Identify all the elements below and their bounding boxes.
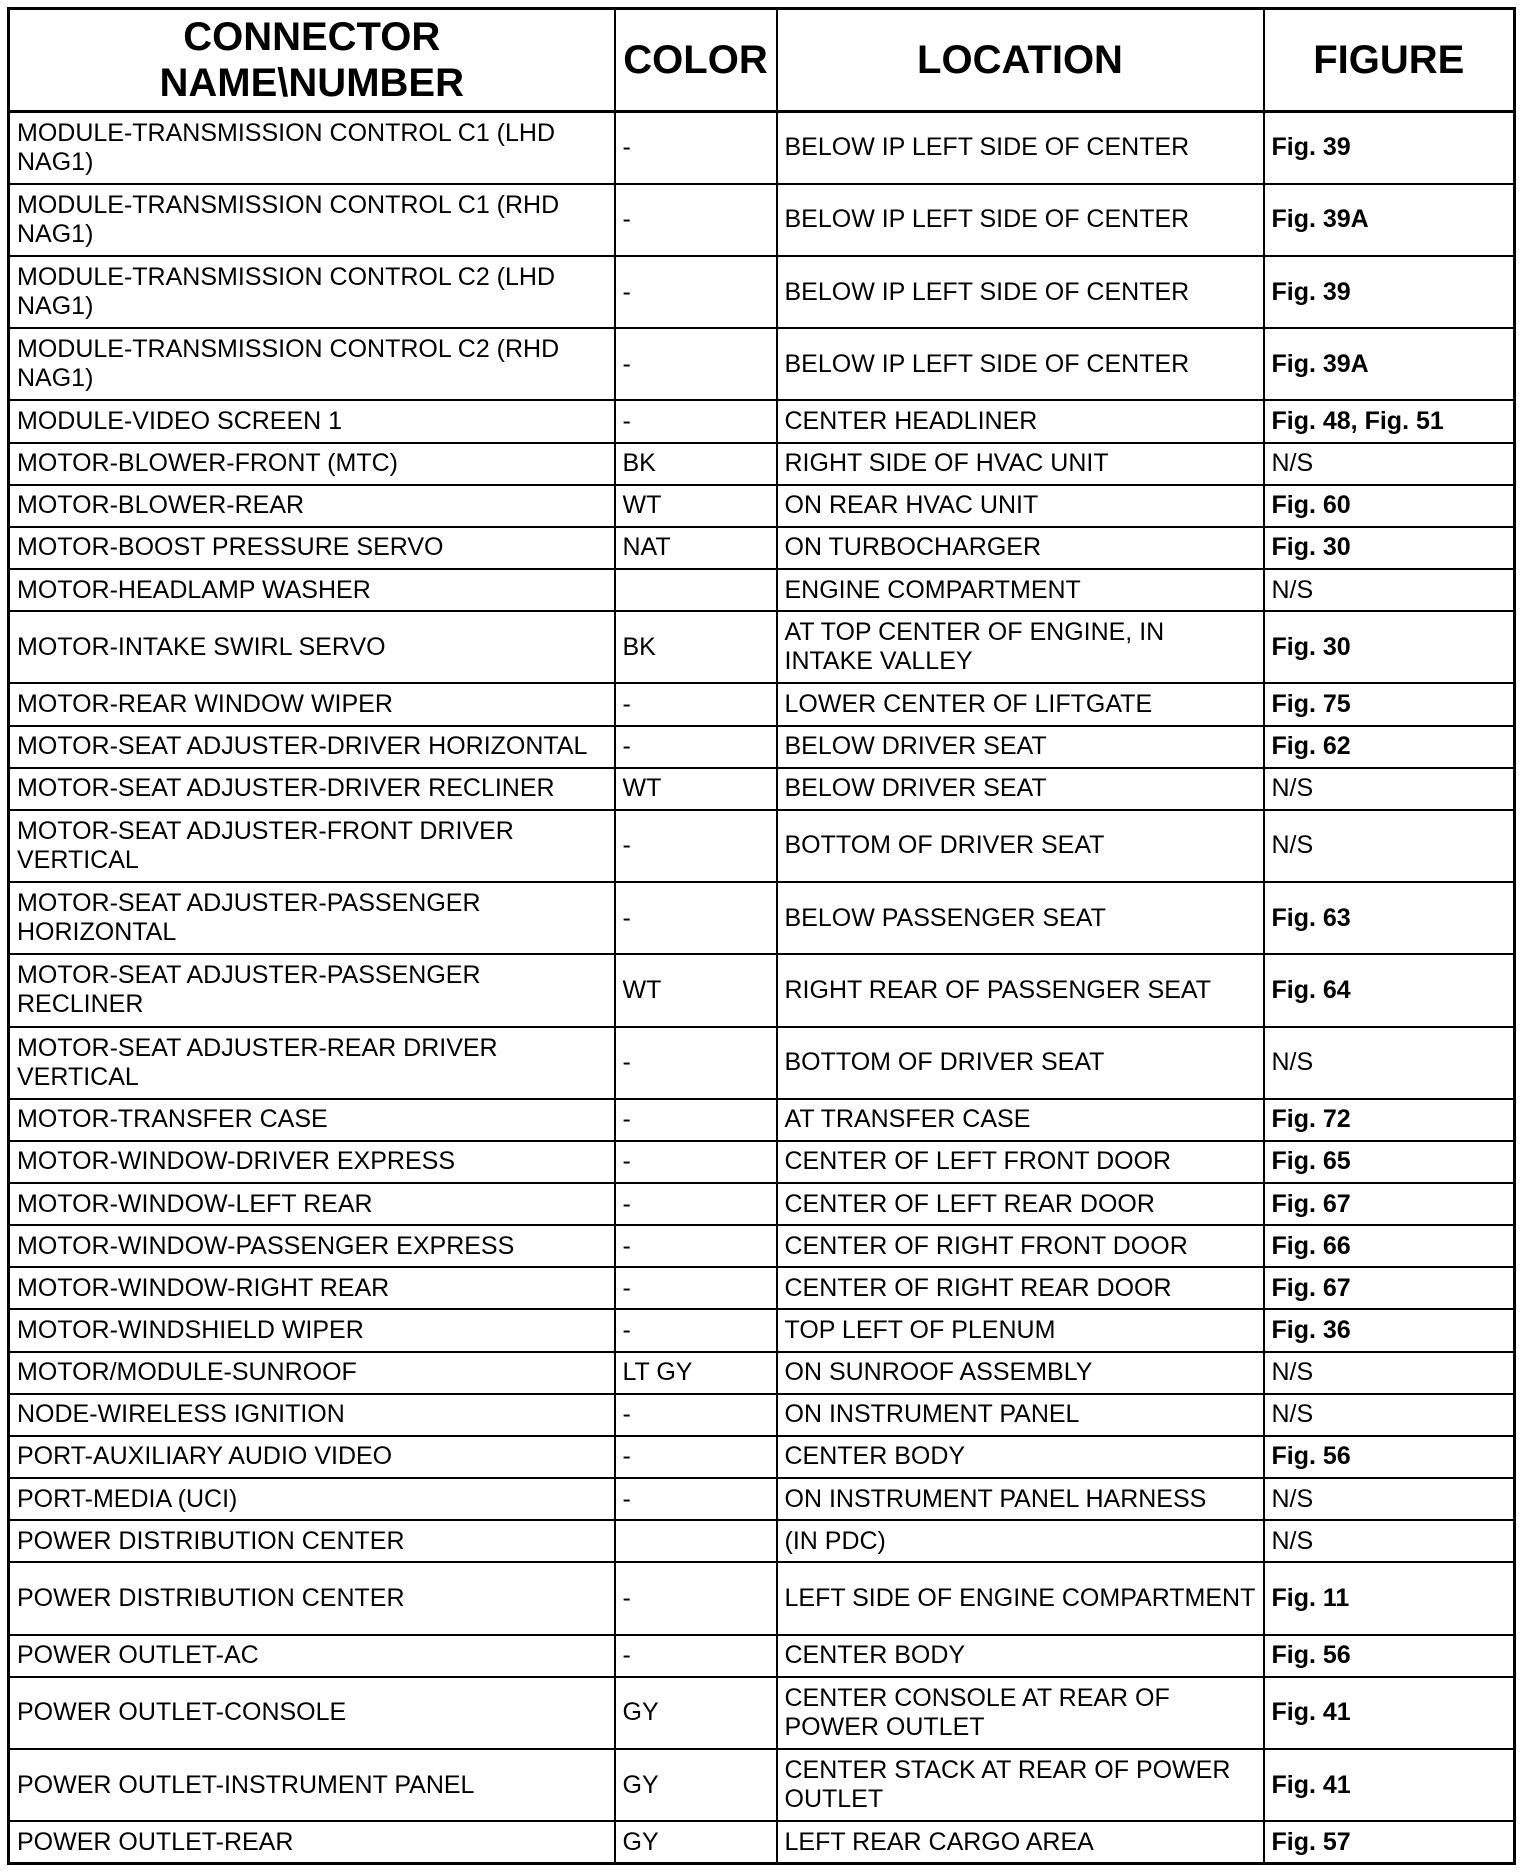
header-row <box>9 9 1515 112</box>
cell-location: CENTER CONSOLE AT REAR OF POWER OUTLET <box>777 1677 1264 1749</box>
cell-color <box>615 1520 777 1562</box>
cell-connector-name: MOTOR-SEAT ADJUSTER-DRIVER RECLINER <box>9 768 615 810</box>
cell-figure: Fig. 63 <box>1264 882 1515 954</box>
cell-color: - <box>615 1141 777 1183</box>
header-color: COLOR <box>615 9 777 112</box>
cell-connector-name: MODULE-TRANSMISSION CONTROL C1 (LHD NAG1) <box>9 112 615 184</box>
cell-figure: Fig. 39A <box>1264 328 1515 400</box>
cell-connector-name: MOTOR-BLOWER-REAR <box>9 485 615 527</box>
header-location: LOCATION <box>777 9 1264 112</box>
cell-connector-name: POWER OUTLET-REAR <box>9 1821 615 1863</box>
cell-color: - <box>615 1635 777 1677</box>
cell-location: BELOW IP LEFT SIDE OF CENTER <box>777 112 1264 184</box>
cell-figure: N/S <box>1264 1394 1515 1436</box>
cell-location: BELOW PASSENGER SEAT <box>777 882 1264 954</box>
cell-connector-name: MOTOR-BLOWER-FRONT (MTC) <box>9 443 615 485</box>
cell-location: BELOW DRIVER SEAT <box>777 768 1264 810</box>
cell-color: - <box>615 328 777 400</box>
cell-figure: Fig. 67 <box>1264 1183 1515 1225</box>
cell-connector-name: POWER OUTLET-AC <box>9 1635 615 1677</box>
cell-connector-name: MOTOR-INTAKE SWIRL SERVO <box>9 611 615 683</box>
cell-figure: N/S <box>1264 810 1515 882</box>
cell-figure: Fig. 72 <box>1264 1099 1515 1141</box>
cell-location: CENTER OF RIGHT REAR DOOR <box>777 1267 1264 1309</box>
table-row <box>9 569 1515 611</box>
table-row <box>9 1520 1515 1562</box>
cell-color: NAT <box>615 527 777 569</box>
cell-location: ON TURBOCHARGER <box>777 527 1264 569</box>
cell-location: ON INSTRUMENT PANEL HARNESS <box>777 1478 1264 1520</box>
cell-connector-name: MOTOR-WINDOW-PASSENGER EXPRESS <box>9 1225 615 1267</box>
cell-location: ON REAR HVAC UNIT <box>777 485 1264 527</box>
cell-color: - <box>615 256 777 328</box>
cell-connector-name: MOTOR-TRANSFER CASE <box>9 1099 615 1141</box>
cell-figure: N/S <box>1264 1027 1515 1099</box>
cell-figure: Fig. 65 <box>1264 1141 1515 1183</box>
cell-connector-name: MODULE-TRANSMISSION CONTROL C1 (RHD NAG1) <box>9 184 615 256</box>
cell-figure: N/S <box>1264 1352 1515 1394</box>
cell-location: BELOW DRIVER SEAT <box>777 726 1264 768</box>
cell-color: WT <box>615 485 777 527</box>
cell-location: (IN PDC) <box>777 1520 1264 1562</box>
connector-table <box>7 7 1516 1865</box>
cell-figure: Fig. 64 <box>1264 954 1515 1026</box>
cell-location: RIGHT SIDE OF HVAC UNIT <box>777 443 1264 485</box>
table-row <box>9 184 1515 256</box>
table-row <box>9 1394 1515 1436</box>
cell-location: CENTER OF LEFT FRONT DOOR <box>777 1141 1264 1183</box>
table-row <box>9 1225 1515 1267</box>
cell-location: AT TOP CENTER OF ENGINE, IN INTAKE VALLEY <box>777 611 1264 683</box>
cell-location: CENTER OF RIGHT FRONT DOOR <box>777 1225 1264 1267</box>
cell-figure: Fig. 30 <box>1264 527 1515 569</box>
cell-location: CENTER HEADLINER <box>777 400 1264 442</box>
table-row <box>9 1635 1515 1677</box>
cell-location: BELOW IP LEFT SIDE OF CENTER <box>777 256 1264 328</box>
cell-figure: Fig. 56 <box>1264 1635 1515 1677</box>
table-row <box>9 1478 1515 1520</box>
cell-figure: N/S <box>1264 443 1515 485</box>
table-row <box>9 683 1515 725</box>
table-row <box>9 611 1515 683</box>
cell-color: BK <box>615 443 777 485</box>
cell-location: CENTER OF LEFT REAR DOOR <box>777 1183 1264 1225</box>
cell-figure: Fig. 67 <box>1264 1267 1515 1309</box>
cell-location: TOP LEFT OF PLENUM <box>777 1309 1264 1351</box>
cell-figure: Fig. 57 <box>1264 1821 1515 1863</box>
cell-figure: Fig. 60 <box>1264 485 1515 527</box>
table-row <box>9 485 1515 527</box>
cell-color: - <box>615 1562 777 1634</box>
cell-connector-name: MOTOR-WINDOW-DRIVER EXPRESS <box>9 1141 615 1183</box>
cell-color: - <box>615 683 777 725</box>
cell-location: CENTER BODY <box>777 1635 1264 1677</box>
cell-color: - <box>615 184 777 256</box>
cell-color: GY <box>615 1749 777 1821</box>
cell-figure: Fig. 56 <box>1264 1436 1515 1478</box>
cell-color: GY <box>615 1677 777 1749</box>
table-body <box>9 112 1515 1864</box>
cell-location: RIGHT REAR OF PASSENGER SEAT <box>777 954 1264 1026</box>
cell-connector-name: MOTOR-SEAT ADJUSTER-FRONT DRIVER VERTICAL <box>9 810 615 882</box>
cell-color: - <box>615 112 777 184</box>
table-row <box>9 810 1515 882</box>
table-row <box>9 1099 1515 1141</box>
table-row <box>9 1141 1515 1183</box>
cell-connector-name: POWER DISTRIBUTION CENTER <box>9 1562 615 1634</box>
table-row <box>9 726 1515 768</box>
cell-figure: Fig. 41 <box>1264 1677 1515 1749</box>
cell-connector-name: MOTOR-REAR WINDOW WIPER <box>9 683 615 725</box>
cell-location: ON SUNROOF ASSEMBLY <box>777 1352 1264 1394</box>
cell-figure: N/S <box>1264 1478 1515 1520</box>
cell-connector-name: MOTOR-HEADLAMP WASHER <box>9 569 615 611</box>
cell-connector-name: MOTOR/MODULE-SUNROOF <box>9 1352 615 1394</box>
table-row <box>9 1352 1515 1394</box>
cell-color: - <box>615 1309 777 1351</box>
table-row <box>9 443 1515 485</box>
cell-connector-name: MOTOR-BOOST PRESSURE SERVO <box>9 527 615 569</box>
cell-figure: Fig. 39A <box>1264 184 1515 256</box>
table-row <box>9 1562 1515 1634</box>
cell-connector-name: MODULE-VIDEO SCREEN 1 <box>9 400 615 442</box>
cell-location: LEFT SIDE OF ENGINE COMPARTMENT <box>777 1562 1264 1634</box>
cell-color: - <box>615 1225 777 1267</box>
cell-color: - <box>615 1436 777 1478</box>
cell-color: - <box>615 1478 777 1520</box>
cell-figure: Fig. 48, Fig. 51 <box>1264 400 1515 442</box>
table-row <box>9 1183 1515 1225</box>
cell-color: WT <box>615 768 777 810</box>
table-row <box>9 400 1515 442</box>
table-row <box>9 1267 1515 1309</box>
cell-figure: Fig. 11 <box>1264 1562 1515 1634</box>
cell-connector-name: MOTOR-WINDOW-LEFT REAR <box>9 1183 615 1225</box>
cell-figure: Fig. 36 <box>1264 1309 1515 1351</box>
cell-location: BOTTOM OF DRIVER SEAT <box>777 1027 1264 1099</box>
cell-location: BOTTOM OF DRIVER SEAT <box>777 810 1264 882</box>
cell-location: CENTER BODY <box>777 1436 1264 1478</box>
cell-color: WT <box>615 954 777 1026</box>
cell-location: AT TRANSFER CASE <box>777 1099 1264 1141</box>
cell-connector-name: MOTOR-SEAT ADJUSTER-DRIVER HORIZONTAL <box>9 726 615 768</box>
cell-color: - <box>615 1183 777 1225</box>
cell-figure: Fig. 41 <box>1264 1749 1515 1821</box>
table-row <box>9 1821 1515 1863</box>
table-row <box>9 1677 1515 1749</box>
cell-connector-name: MOTOR-WINDSHIELD WIPER <box>9 1309 615 1351</box>
cell-figure: N/S <box>1264 569 1515 611</box>
cell-figure: Fig. 39 <box>1264 256 1515 328</box>
cell-color: LT GY <box>615 1352 777 1394</box>
cell-connector-name: NODE-WIRELESS IGNITION <box>9 1394 615 1436</box>
cell-connector-name: POWER OUTLET-INSTRUMENT PANEL <box>9 1749 615 1821</box>
cell-color: - <box>615 810 777 882</box>
cell-figure: Fig. 66 <box>1264 1225 1515 1267</box>
cell-location: BELOW IP LEFT SIDE OF CENTER <box>777 328 1264 400</box>
cell-color: BK <box>615 611 777 683</box>
cell-color: - <box>615 1267 777 1309</box>
cell-connector-name: PORT-AUXILIARY AUDIO VIDEO <box>9 1436 615 1478</box>
table-row <box>9 1309 1515 1351</box>
cell-color: - <box>615 1027 777 1099</box>
cell-location: CENTER STACK AT REAR OF POWER OUTLET <box>777 1749 1264 1821</box>
table-row <box>9 1749 1515 1821</box>
cell-connector-name: MOTOR-SEAT ADJUSTER-PASSENGER HORIZONTAL <box>9 882 615 954</box>
cell-color: - <box>615 1394 777 1436</box>
cell-color: - <box>615 882 777 954</box>
cell-figure: N/S <box>1264 1520 1515 1562</box>
cell-location: BELOW IP LEFT SIDE OF CENTER <box>777 184 1264 256</box>
table-row <box>9 256 1515 328</box>
cell-connector-name: MODULE-TRANSMISSION CONTROL C2 (LHD NAG1) <box>9 256 615 328</box>
cell-location: ON INSTRUMENT PANEL <box>777 1394 1264 1436</box>
table-row <box>9 328 1515 400</box>
cell-figure: Fig. 30 <box>1264 611 1515 683</box>
cell-connector-name: MOTOR-WINDOW-RIGHT REAR <box>9 1267 615 1309</box>
cell-location: LEFT REAR CARGO AREA <box>777 1821 1264 1863</box>
cell-connector-name: MOTOR-SEAT ADJUSTER-PASSENGER RECLINER <box>9 954 615 1026</box>
cell-connector-name: POWER OUTLET-CONSOLE <box>9 1677 615 1749</box>
cell-connector-name: MODULE-TRANSMISSION CONTROL C2 (RHD NAG1) <box>9 328 615 400</box>
cell-figure: Fig. 62 <box>1264 726 1515 768</box>
cell-connector-name: POWER DISTRIBUTION CENTER <box>9 1520 615 1562</box>
table-row <box>9 954 1515 1026</box>
header-figure: FIGURE <box>1264 9 1515 112</box>
cell-color: - <box>615 1099 777 1141</box>
cell-color <box>615 569 777 611</box>
table-row <box>9 112 1515 184</box>
table-row <box>9 527 1515 569</box>
header-connector-name: CONNECTOR NAME\NUMBER <box>9 9 615 112</box>
cell-color: GY <box>615 1821 777 1863</box>
cell-color: - <box>615 400 777 442</box>
table-row <box>9 1027 1515 1099</box>
cell-connector-name: PORT-MEDIA (UCI) <box>9 1478 615 1520</box>
cell-figure: Fig. 75 <box>1264 683 1515 725</box>
cell-figure: N/S <box>1264 768 1515 810</box>
cell-figure: Fig. 39 <box>1264 112 1515 184</box>
cell-connector-name: MOTOR-SEAT ADJUSTER-REAR DRIVER VERTICAL <box>9 1027 615 1099</box>
table-row <box>9 1436 1515 1478</box>
cell-location: LOWER CENTER OF LIFTGATE <box>777 683 1264 725</box>
cell-location: ENGINE COMPARTMENT <box>777 569 1264 611</box>
table-row <box>9 768 1515 810</box>
cell-color: - <box>615 726 777 768</box>
table-row <box>9 882 1515 954</box>
